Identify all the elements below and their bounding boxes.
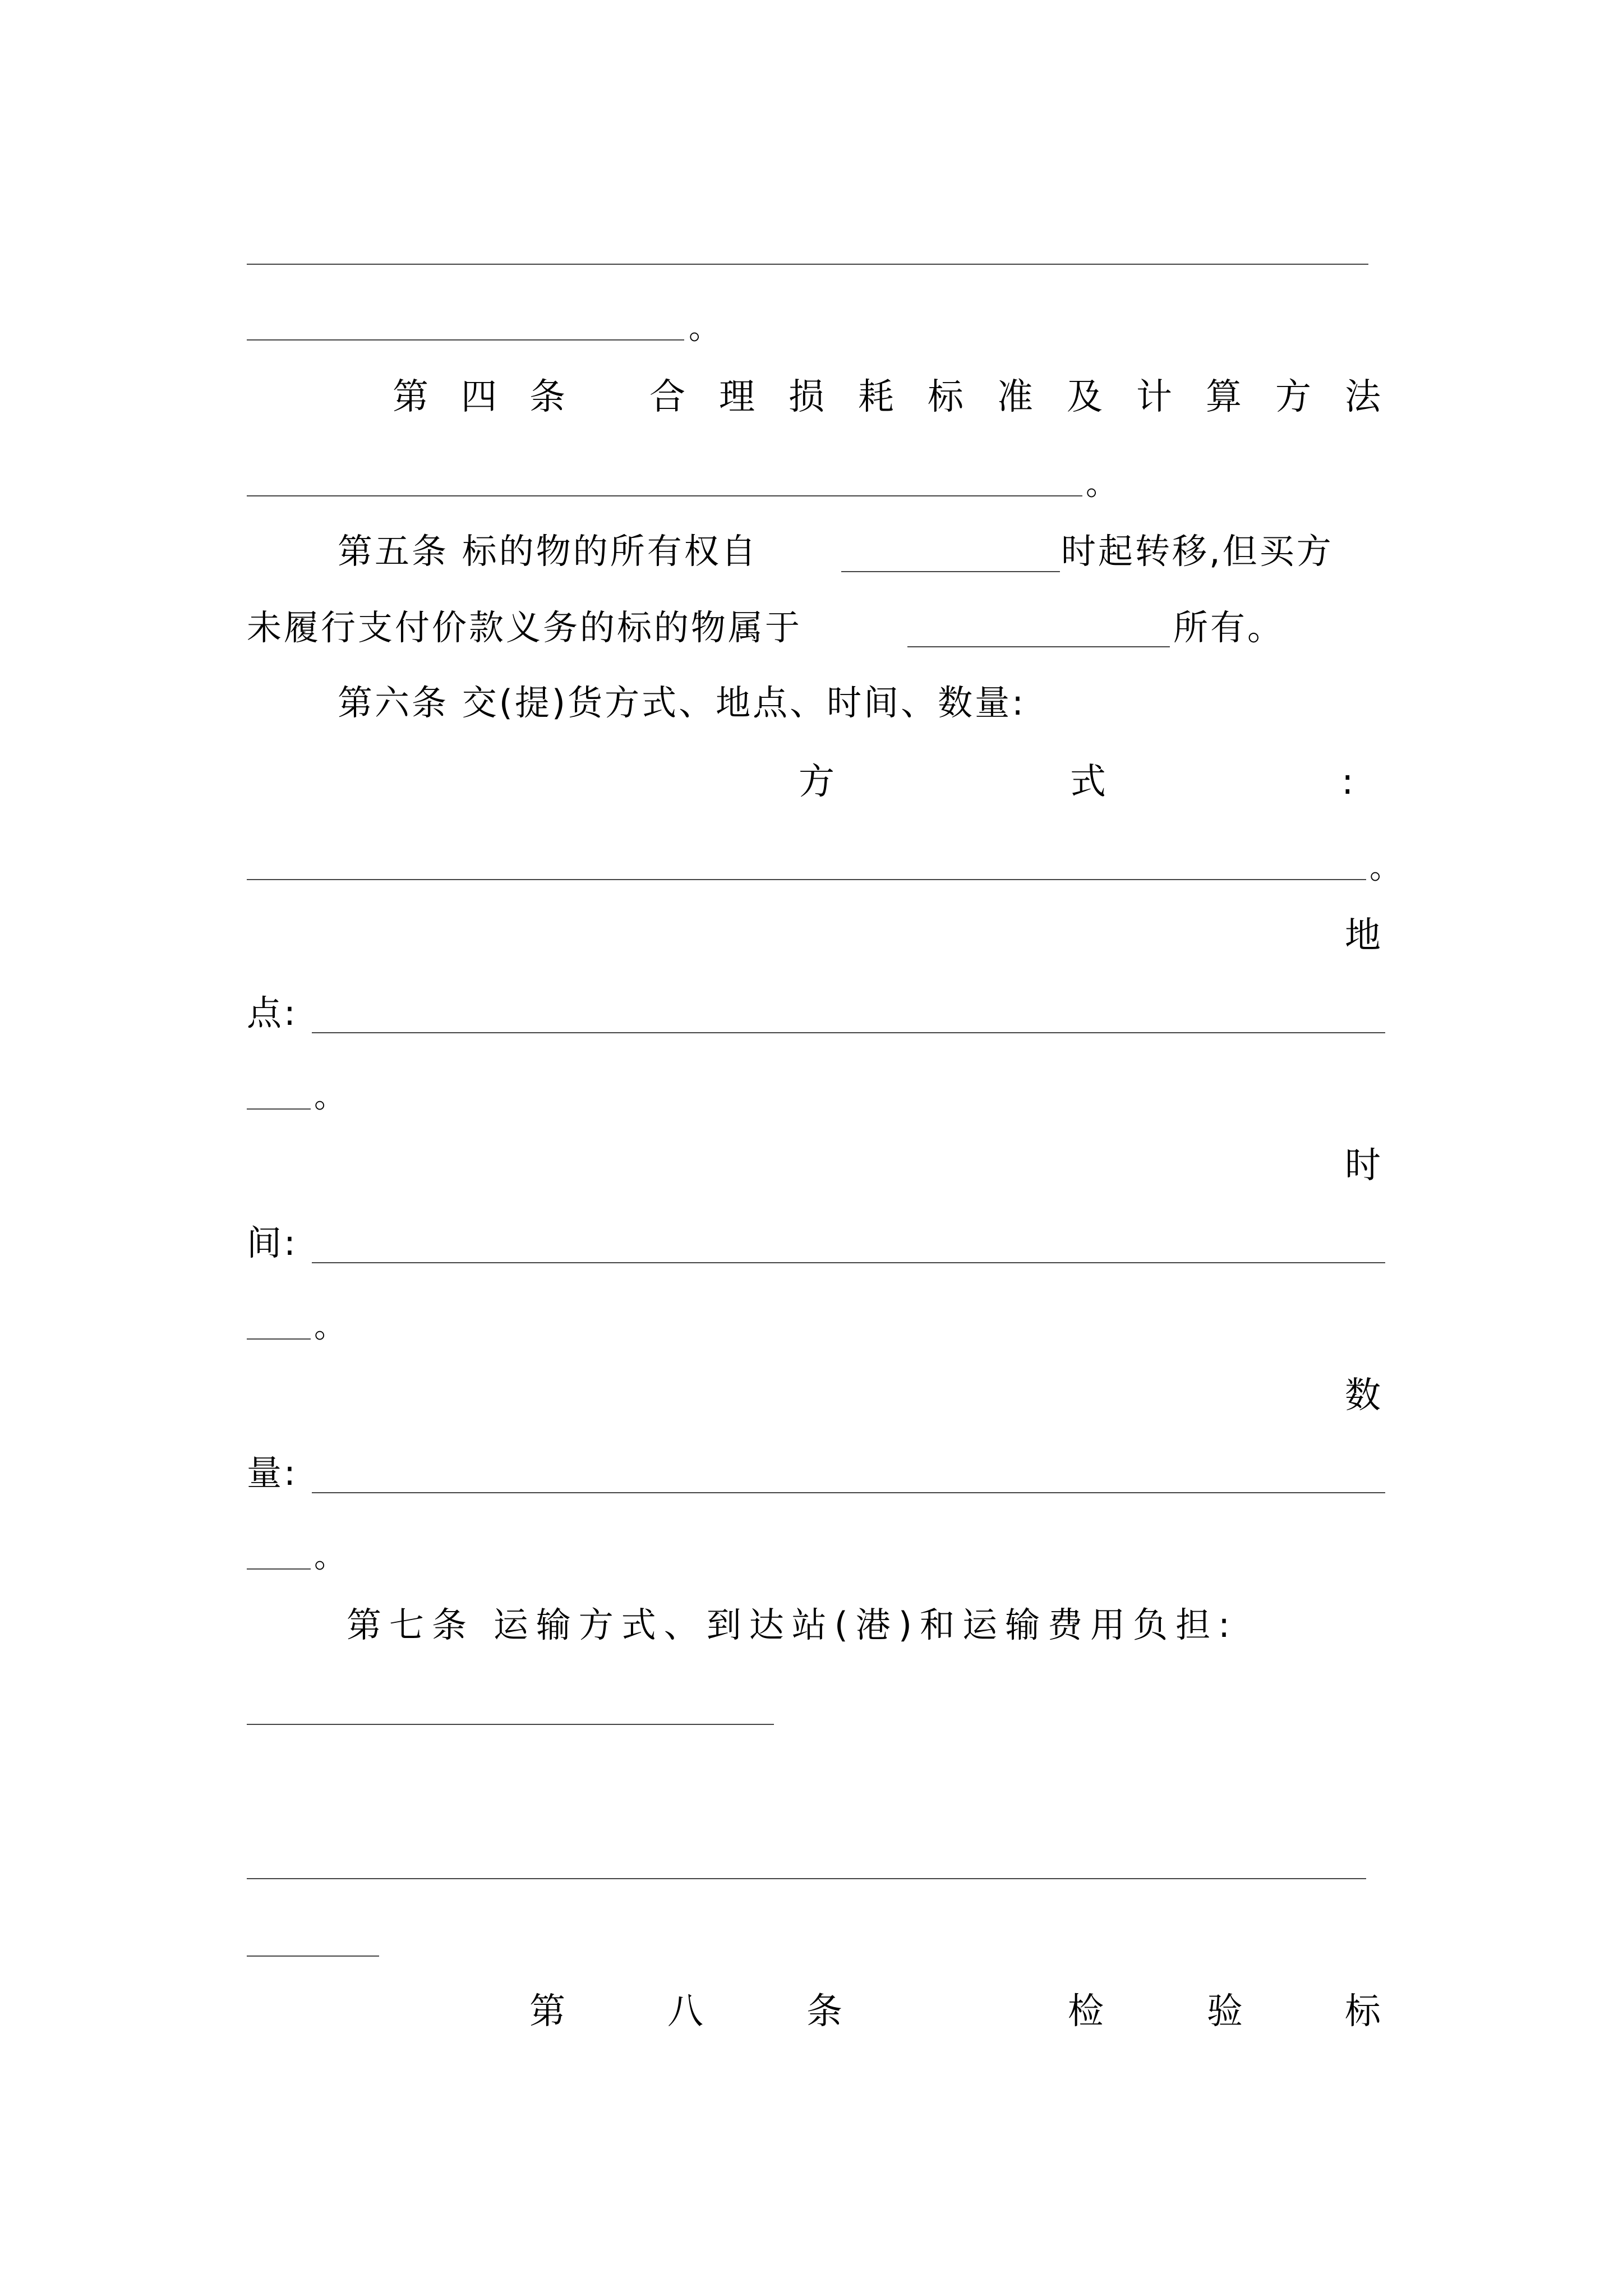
art4-char: 法: [1345, 376, 1381, 418]
blank-line: [247, 264, 1368, 265]
art6-time-label: 间:: [247, 1222, 298, 1263]
art7-title: 第七条 运输方式、到达站(港)和运输费用负担:: [347, 1604, 1238, 1645]
art4-char: 合: [649, 376, 685, 418]
blank-line: [247, 495, 1082, 496]
art6-place-label: 点:: [247, 992, 298, 1033]
art5-text: 时起转移,但买方: [1061, 531, 1334, 572]
art8-char: 检: [1068, 1991, 1104, 2032]
blank-line: [841, 571, 1060, 572]
period: 。: [314, 1309, 345, 1345]
blank-line: [247, 1108, 311, 1110]
art8-char: 条: [806, 1991, 842, 2032]
art4-char: 第: [393, 376, 428, 418]
period: 。: [314, 1539, 345, 1575]
period: 。: [1370, 850, 1401, 886]
art6-method-char: 式: [1070, 761, 1106, 803]
period: 。: [689, 310, 720, 347]
blank-line: [247, 1724, 774, 1725]
art6-place-char: 地: [1345, 915, 1381, 956]
art8-char: 验: [1207, 1991, 1243, 2032]
period: 。: [1086, 466, 1117, 503]
blank-line: [247, 1878, 1366, 1879]
blank-line: [247, 1338, 311, 1340]
art8-char: 八: [667, 1991, 703, 2032]
art6-method-char: :: [1341, 761, 1354, 803]
blank-line: [907, 646, 1170, 647]
blank-line: [312, 1032, 1385, 1033]
art6-time-char: 时: [1345, 1145, 1381, 1186]
art6-qty-label: 量:: [247, 1452, 298, 1493]
art5-text: 第五条 标的物的所有权自: [338, 531, 758, 572]
art4-char: 准: [997, 376, 1033, 418]
art4-char: 理: [719, 376, 755, 418]
art4-char: 算: [1206, 376, 1242, 418]
art6-qty-char: 数: [1345, 1375, 1381, 1416]
blank-line: [312, 1262, 1385, 1263]
art4-char: 耗: [858, 376, 894, 418]
art5-text: 所有。: [1173, 607, 1285, 648]
art4-char: 计: [1136, 376, 1172, 418]
art4-char: 标: [928, 376, 963, 418]
art4-char: 及: [1067, 376, 1103, 418]
art4-char: 条: [529, 376, 565, 418]
blank-line: [247, 1568, 311, 1570]
art4-char: 四: [461, 376, 497, 418]
art6-title: 第六条 交(提)货方式、地点、时间、数量:: [338, 682, 1026, 723]
period: 。: [314, 1079, 345, 1115]
art8-char: 标: [1345, 1991, 1381, 2032]
blank-line: [247, 339, 684, 341]
art8-char: 第: [529, 1991, 565, 2032]
blank-line: [312, 1492, 1385, 1493]
art5-text: 未履行支付价款义务的标的物属于: [247, 607, 803, 648]
art6-method-char: 方: [799, 761, 834, 803]
blank-line: [247, 879, 1366, 880]
art4-char: 方: [1275, 376, 1311, 418]
blank-line: [247, 1955, 379, 1957]
art4-char: 损: [789, 376, 824, 418]
